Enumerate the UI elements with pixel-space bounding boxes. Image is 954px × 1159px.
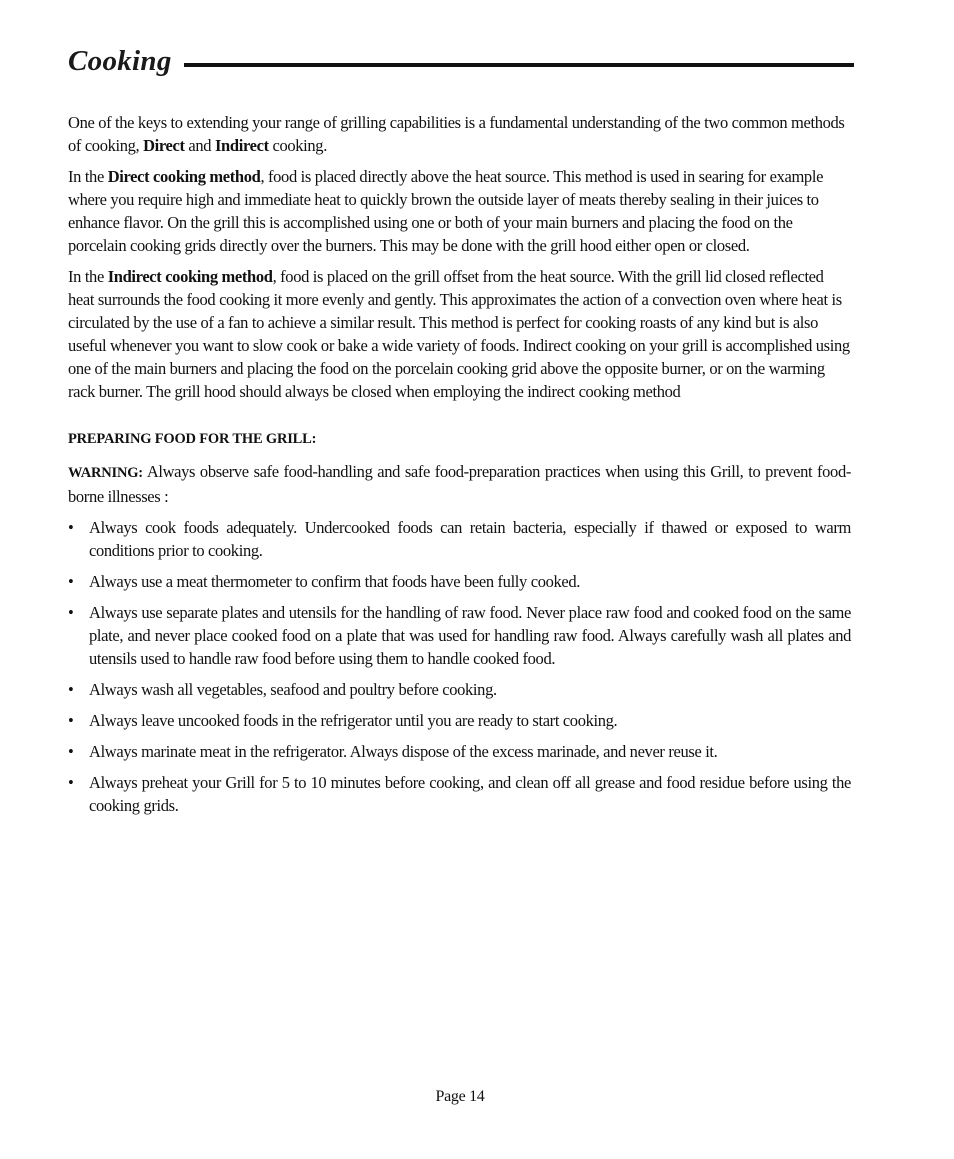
intro-text-2: and [184,136,215,155]
bullet-icon: • [68,711,74,730]
direct-bold-term: Direct cooking method [107,167,261,186]
indirect-bold-term: Indirect cooking method [107,267,273,286]
bullet-icon: • [68,680,74,699]
bullet-icon: • [68,572,74,591]
safety-bullet-list [68,516,851,817]
list-item [68,771,851,817]
warning-label: WARNING: [68,465,143,481]
warning-paragraph [68,460,851,508]
list-item [68,516,851,562]
indirect-text-2: , food is placed on the grill offset from the heat source. With the grill lid closed reflected heat surrounds the food cooking it more evenly and gently. This approximates the action of a convection oven where heat is circulated by the use of a fan to achieve a similar result. This method is perfect for cooking roasts of any kind but is also useful whenever you want to slow cook or bake a wide variety of foods. Indirect cooking on your grill is accomplished using one of the main burners and placing the food on the porcelain cooking grid above the opposite burner, or on the warming rack burner. The grill hood should always be closed when employing the indirect cooking method [68,267,850,401]
list-item [68,570,851,593]
header-rule [184,63,854,67]
bullet-icon: • [68,518,74,537]
intro-paragraph [68,111,851,157]
page-content [68,111,851,825]
bullet-icon: • [68,742,74,761]
list-item-text: Always use a meat thermometer to confirm that foods have been fully cooked. [89,572,581,591]
intro-text-1: One of the keys to extending your range of grilling capabilities is a fundamental understanding of the two common methods of cooking, [68,113,845,155]
indirect-paragraph [68,265,851,403]
bullet-icon: • [68,773,74,792]
list-item-text: Always cook foods adequately. Undercooked foods can retain bacteria, especially if thawed or exposed to warm conditions prior to cooking. [89,518,851,560]
section-heading: PREPARING FOOD FOR THE GRILL: [68,431,317,447]
bullet-icon: • [68,603,74,622]
warning-text: Always observe safe food-handling and safe food-preparation practices when using this Grill, to prevent food-borne illnesses : [68,462,851,506]
list-item-text: Always preheat your Grill for 5 to 10 minutes before cooking, and clean off all grease and food residue before using the cooking grids. [89,773,851,815]
list-item [68,709,851,732]
indirect-text-1: In the [68,267,108,286]
page-title: Cooking [68,45,172,77]
list-item [68,678,851,701]
page-header [68,38,854,78]
intro-text-3: cooking. [268,136,327,155]
list-item-text: Always use separate plates and utensils for the handling of raw food. Never place raw food and cooked food on the same plate, and never place cooked food on a plate that was used for handling raw food. Always carefully wash all plates and utensils used to handle raw food before using them to handle cooked food. [89,603,851,668]
intro-bold-direct: Direct [143,136,185,155]
direct-paragraph [68,165,851,257]
list-item-text: Always leave uncooked foods in the refrigerator until you are ready to start cooking. [89,711,618,730]
direct-text-2: , food is placed directly above the heat source. This method is used in searing for example where you require high and immediate heat to quickly brown the outside layer of meats thereby sealing in their juices to enhance flavor. On the grill this is accomplished using one or both of your main burners and placing the food on the porcelain cooking grids directly over the burners. This may be done with the grill hood either open or closed. [68,167,824,255]
intro-bold-indirect: Indirect [214,136,269,155]
list-item-text: Always marinate meat in the refrigerator. Always dispose of the excess marinade, and never reuse it. [89,742,718,761]
list-item [68,740,851,763]
list-item [68,601,851,670]
page-number: Page 14 [435,1088,485,1105]
direct-text-1: In the [68,167,108,186]
list-item-text: Always wash all vegetables, seafood and poultry before cooking. [89,680,497,699]
